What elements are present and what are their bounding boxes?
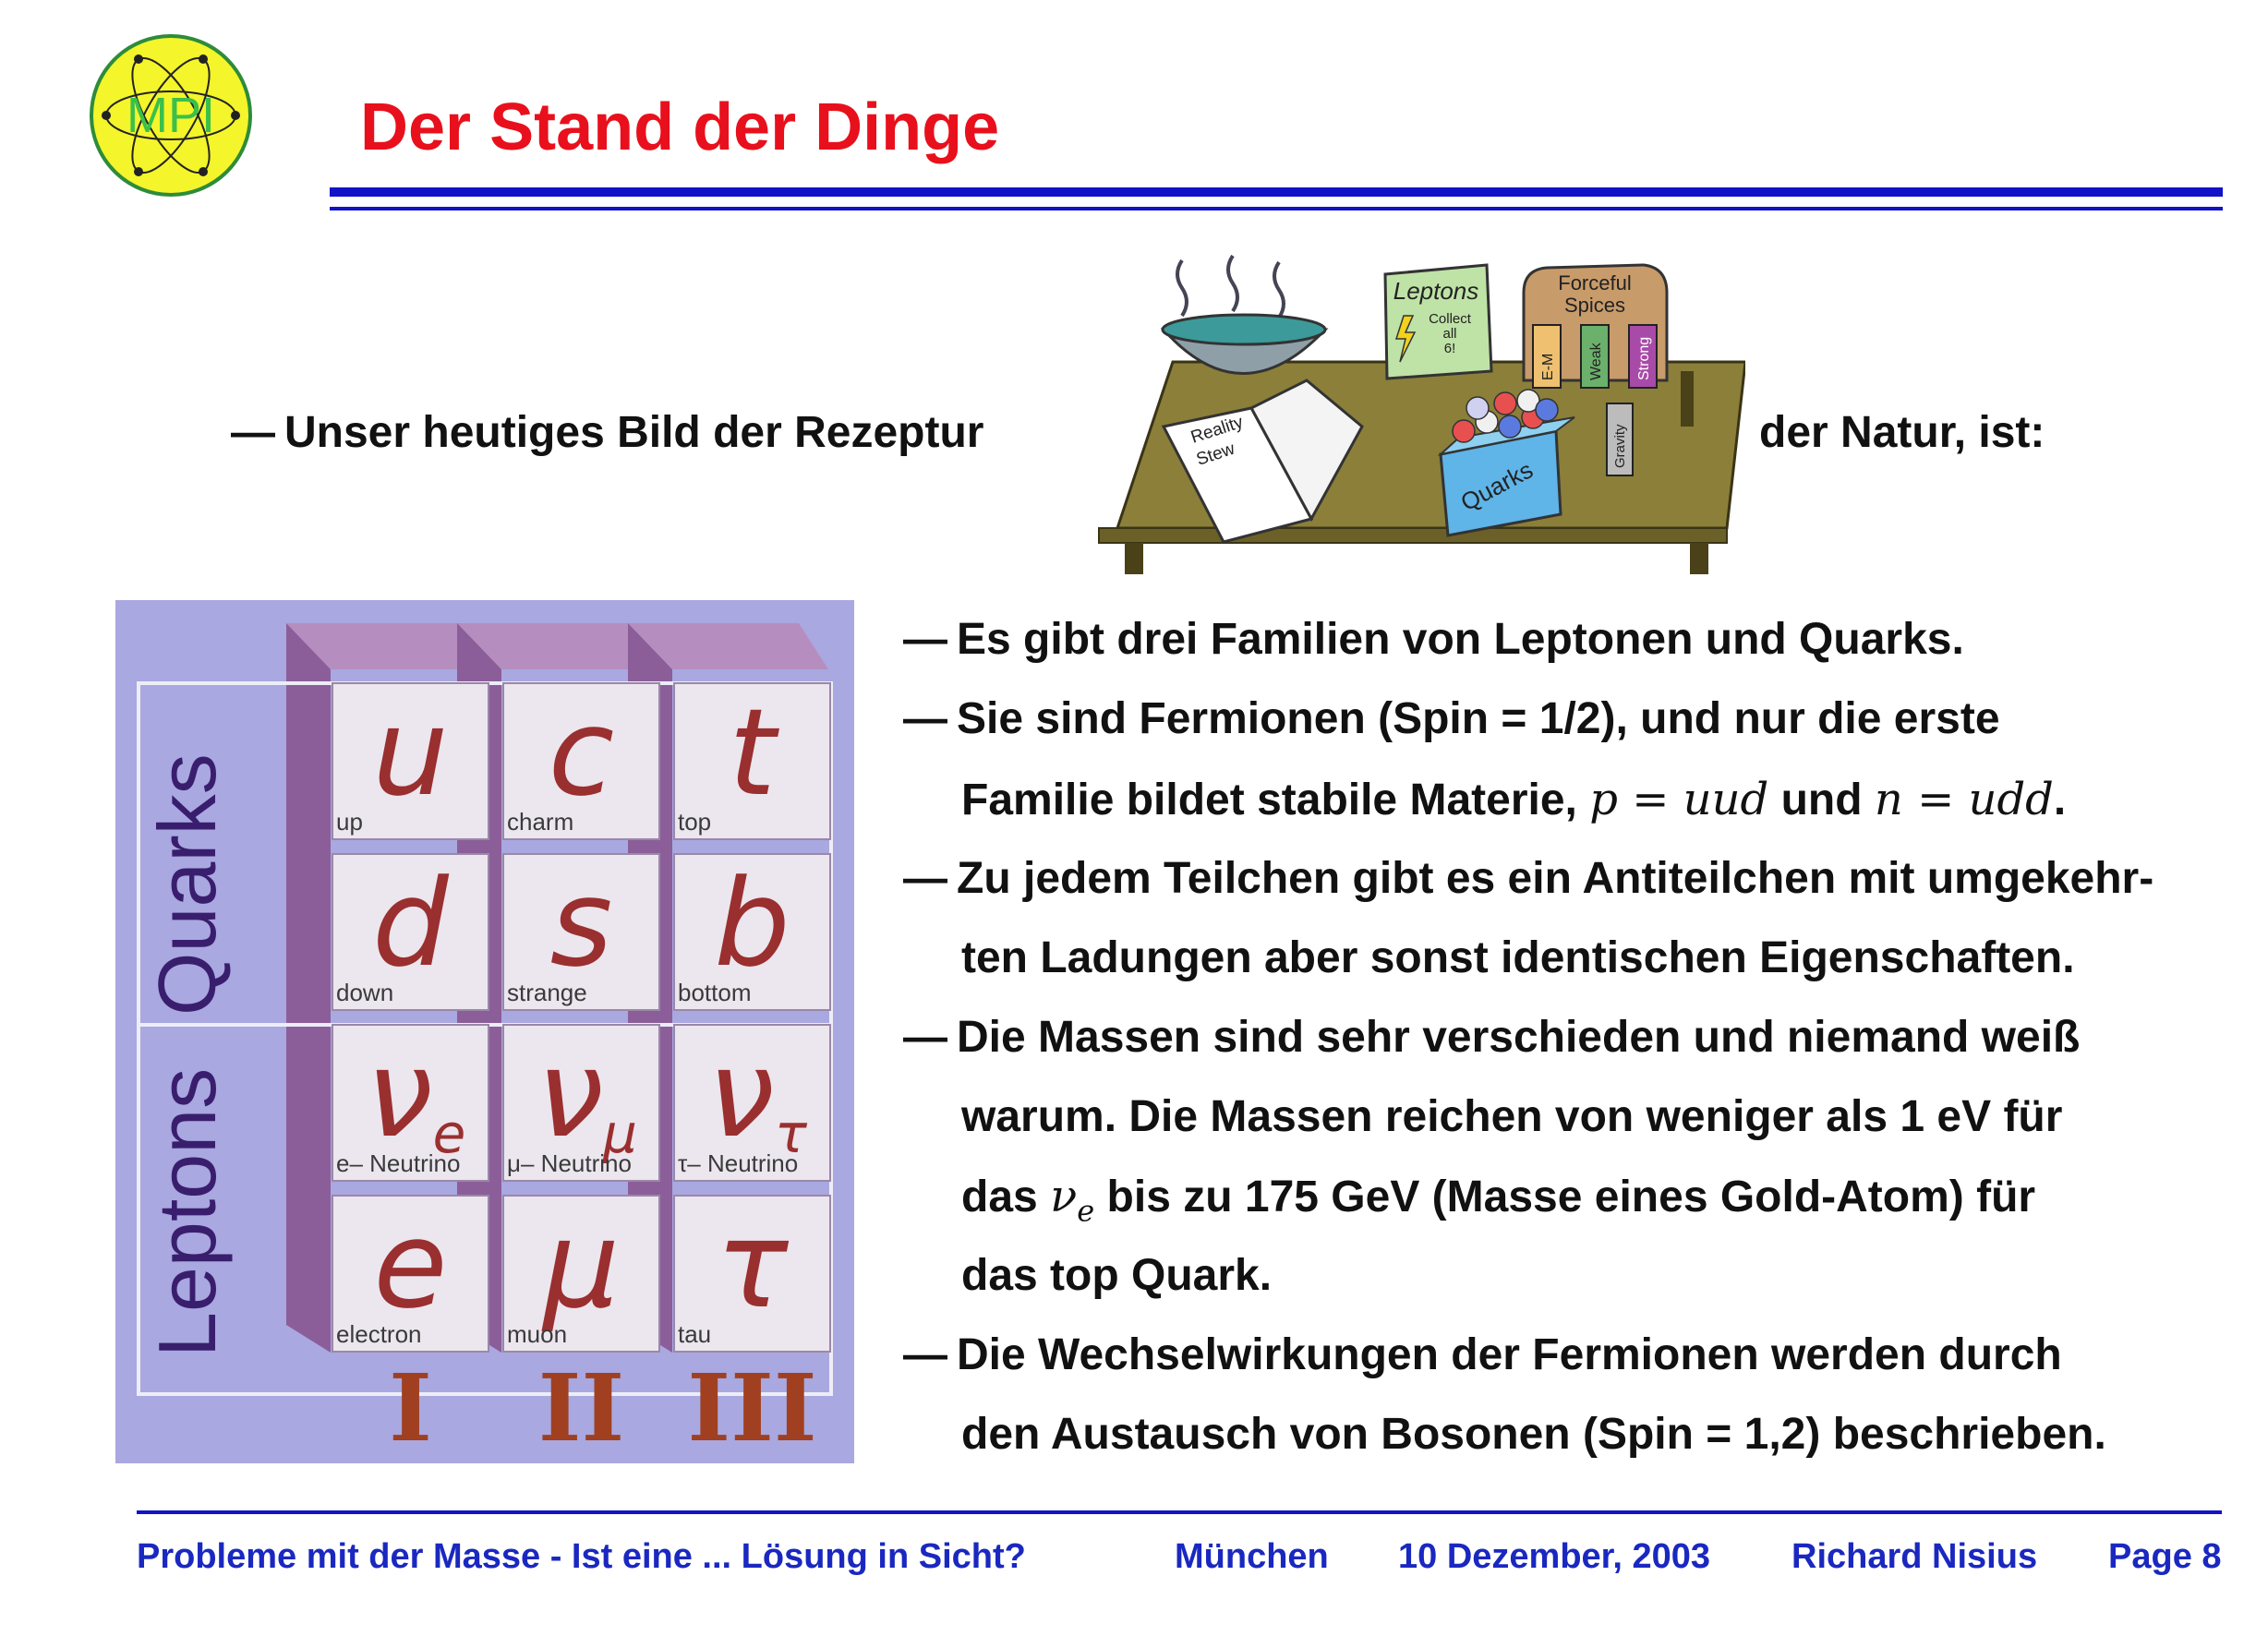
particle-name: τ– Neutrino [678, 1149, 799, 1177]
particle-name: electron [336, 1320, 422, 1348]
particle-symbol: b [714, 853, 790, 993]
particle-symbol: ν [366, 1024, 433, 1164]
spice-jar-strong: Strong [1636, 336, 1652, 380]
particle-symbol: ν [707, 1024, 775, 1164]
bullet-2-line-1: Sie sind Fermionen (Spin = 1/2), und nur die erste [957, 694, 2000, 743]
bullet-dash: — [903, 854, 947, 903]
particle-subscript: τ [775, 1102, 807, 1165]
particle-cell [503, 682, 659, 839]
particle-name: tau [678, 1320, 712, 1348]
particle-cell [674, 853, 830, 1010]
particle-symbol: μ [543, 1195, 620, 1335]
column-side-face [286, 623, 331, 1353]
title-rule-thin [330, 207, 2223, 211]
footer-page: Page 8 [2108, 1537, 2222, 1576]
book-label-1: Reality [1188, 412, 1246, 448]
particle-name: top [678, 808, 712, 836]
particle-name: bottom [678, 979, 752, 1006]
footer-talk-title: Probleme mit der Masse - Ist eine ... Lösung in Sicht? [137, 1537, 1026, 1576]
particle-cell [332, 682, 489, 839]
footer-city: München [1175, 1537, 1329, 1576]
particle-cell [503, 1024, 659, 1181]
spices-rack-label-2: Spices [1563, 294, 1626, 317]
particle-name: muon [507, 1320, 568, 1348]
bullet-1-text: Es gibt drei Familien von Leptonen und Quarks. [957, 615, 1964, 664]
mpi-logo [88, 32, 254, 198]
bullet-3-line-1: Zu jedem Teilchen gibt es ein Antiteilchen mit umgekehr- [957, 854, 2154, 903]
particle-name: down [336, 979, 394, 1006]
particle-cell [674, 1195, 830, 1352]
bullet-5-line-1: Die Wechselwirkungen der Fermionen werden durch [957, 1330, 2062, 1379]
leptons-collect-2: all [1442, 326, 1457, 342]
bullet-4-line-3 [961, 1171, 2036, 1229]
bullet-4 [903, 1013, 2081, 1062]
bullet-2 [903, 694, 2000, 743]
leptons-collect-3: 6! [1443, 341, 1456, 356]
particle-symbol: ν [537, 1024, 604, 1164]
bullet-dash: — [903, 694, 947, 743]
particle-name: μ– Neutrino [507, 1149, 632, 1177]
particle-cell [674, 1024, 830, 1181]
particle-subscript: μ [603, 1102, 637, 1165]
intro-text-after: der Natur, ist: [1759, 408, 2045, 457]
particle-chart [115, 600, 854, 1463]
bullet-3 [903, 854, 2154, 903]
particle-name: strange [507, 979, 587, 1006]
math-nu: ν [1050, 1171, 1078, 1222]
footer-rule [137, 1510, 2222, 1514]
generation-label: I [389, 1353, 432, 1462]
bullet-4-text-a: das [961, 1173, 1038, 1221]
particle-subscript: e [432, 1102, 466, 1165]
bullet-2-text-a: Familie bildet stabile Materie, [961, 776, 1577, 824]
bullet-4-line-1: Die Massen sind sehr verschieden und niemand weiß [957, 1013, 2081, 1062]
particle-symbol: c [548, 682, 615, 823]
particle-symbol: s [549, 853, 613, 993]
spice-jar-em: E-M [1540, 353, 1556, 380]
particle-symbol: u [372, 682, 449, 823]
bullet-dash: — [903, 1013, 947, 1062]
leptons-box-label: Leptons [1393, 277, 1479, 305]
spices-rack-label-1: Forceful [1558, 271, 1632, 295]
bullet-4-line-4: das top Quark. [961, 1251, 1273, 1300]
bullet-2-line-2 [961, 774, 2067, 825]
math-proton: p = uud [1589, 774, 1769, 825]
quarks-row-label: Quarks [141, 753, 233, 1016]
spice-jar-weak: Weak [1588, 343, 1604, 380]
bullet-2-period: . [2053, 776, 2067, 824]
footer-author: Richard Nisius [1791, 1537, 2038, 1576]
bullet-4-text-b: bis zu 175 GeV (Masse eines Gold-Atom) für [1106, 1173, 2036, 1221]
particle-symbol: t [729, 682, 776, 823]
bullet-3-line-2: ten Ladungen aber sonst identischen Eigenschaften. [961, 933, 2075, 982]
particle-name: e– Neutrino [336, 1149, 461, 1177]
math-neutron: n = udd [1874, 774, 2054, 825]
particle-cell [332, 853, 489, 1010]
bullet-5-line-2: den Austausch von Bosonen (Spin = 1,2) beschrieben. [961, 1410, 2106, 1459]
title-rule-thick [330, 187, 2223, 197]
quarks-box-label: Quarks [1455, 455, 1538, 517]
particle-cell [503, 853, 659, 1010]
particle-symbol: e [373, 1195, 448, 1335]
particle-cell [503, 1195, 659, 1352]
bullet-dash: — [231, 408, 275, 457]
bullet-dash: — [903, 1330, 947, 1379]
gravity-jar: Gravity [1612, 424, 1628, 468]
particle-cell [332, 1024, 489, 1181]
generation-label: III [687, 1353, 817, 1462]
bullet-2-text-b: und [1780, 776, 1863, 824]
particle-name: up [336, 808, 363, 836]
particle-cell [674, 682, 830, 839]
particle-symbol: τ [716, 1195, 789, 1335]
bullet-dash: — [903, 615, 947, 664]
bullet-5 [903, 1330, 2062, 1379]
math-nu-subscript: e [1077, 1193, 1095, 1229]
page-title: Der Stand der Dinge [360, 90, 1000, 164]
logo-text: MPI [126, 88, 216, 143]
leptons-row-label: Leptons [141, 1067, 233, 1357]
particle-name: charm [507, 808, 574, 836]
book-label-2: Stew [1194, 439, 1237, 470]
leptons-collect-1: Collect [1429, 311, 1471, 327]
bullet-1 [903, 615, 1964, 664]
bullet-4-line-2: warum. Die Massen reichen von weniger als 1 eV für [961, 1092, 2063, 1141]
generation-label: II [537, 1353, 625, 1462]
particle-cell [332, 1195, 489, 1352]
kitchen-table-illustration [1044, 242, 1745, 574]
intro-line-left [231, 408, 984, 457]
particle-symbol: d [372, 853, 449, 993]
footer-date: 10 Dezember, 2003 [1398, 1537, 1711, 1576]
intro-text-before: Unser heutiges Bild der Rezeptur [284, 408, 984, 457]
